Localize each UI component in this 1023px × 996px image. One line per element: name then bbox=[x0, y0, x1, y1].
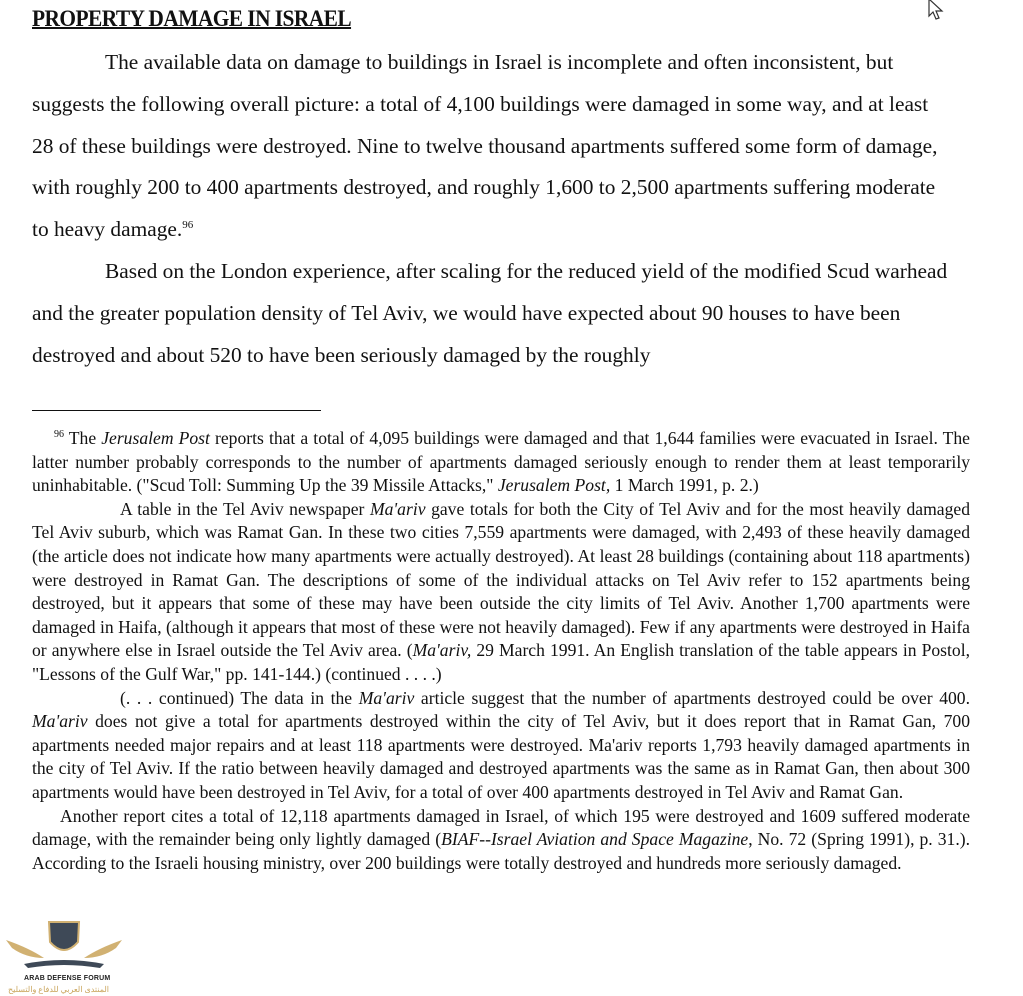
text-run: does not give a total for apartments destroyed within the city of Tel Aviv, but it does report that in Ramat Gan, 700 apartments needed major repairs and at least 118 apartments were destroyed. Ma'ariv reports 1,793 heavily damaged apartments in the city of Tel Aviv. If the ratio between heavily damaged and destroyed apartments was the same as in Ramat Gan, then about 300 apartments would have been destroyed in Tel Aviv, for a total of over 400 apartments destroyed in Tel Aviv and Ramat Gan. bbox=[32, 711, 970, 802]
text-run: 29 March 1991. An English translation of the table appears in Postol, "Lessons of the Gulf War," pp. 141-144.) (continued . . . .) bbox=[32, 640, 970, 684]
paragraph bbox=[32, 42, 954, 251]
paragraph bbox=[32, 805, 970, 876]
text-run: The available data on damage to buildings in Israel is incomplete and often inconsistent, but suggests the following overall picture: a total of 4,100 buildings were damaged in some way, and at least 28 of these buildings were destroyed. Nine to twelve thousand apartments suffered some form of damage, with roughly 200 to 400 apartments destroyed, and roughly 1,600 to 2,500 apartments suffering moderate to heavy damage. bbox=[32, 50, 938, 242]
watermark-name-en: ARAB DEFENSE FORUM bbox=[24, 975, 111, 982]
paragraph bbox=[32, 498, 970, 687]
footnote-ref: 96 bbox=[182, 219, 194, 232]
text-run: gave totals for both the City of Tel Aviv and for the most heavily damaged Tel Aviv suburb, which was Ramat Gan. In these two cities 7,559 apartments were damaged, with 2,493 of these heavily damaged (the article does not indicate how many apartments were actually destroyed). At least 28 buildings (containing about 118 apartments) were destroyed in Ramat Gan. The descriptions of some of the individual attacks on Tel Aviv refer to 152 apartments being destroyed, but it appears that some of these may have been outside the city limits of Tel Aviv. Another 1,700 apartments were damaged in Haifa, (although it appears that most of these were not heavily damaged). Few if any apartments were destroyed in Haifa or anywhere else in Israel outside the Tel Aviv area. ( bbox=[32, 498, 971, 661]
text-run: A table in the Tel Aviv newspaper bbox=[120, 498, 370, 519]
paragraph bbox=[32, 427, 970, 498]
footnote-separator bbox=[32, 410, 321, 411]
text-run: reports that a total of 4,095 buildings were damaged and that 1,644 families were evacuated in Israel. The latter number probably corresponds to the number of apartments damaged seriously enough to render them at least temporarily uninhabitable. ("Scud Toll: Summing Up the 39 Missile Attacks," bbox=[32, 428, 970, 496]
paragraph bbox=[32, 687, 970, 805]
footnote-ref: 96 bbox=[54, 429, 64, 440]
text-run: (. . . continued) The data in the bbox=[120, 687, 359, 708]
mouse-pointer-icon bbox=[927, 0, 947, 22]
text-run: Based on the London experience, after scaling for the reduced yield of the modified Scud warhead and the greater population density of Tel Aviv, we would have expected about 90 houses to have been destroyed and about 520 to have been seriously damaged by the roughly bbox=[32, 258, 948, 367]
text-run: Jerusalem Post, bbox=[497, 475, 611, 496]
text-run: Ma'ariv bbox=[32, 711, 88, 732]
text-run: BIAF--Israel Aviation and Space Magazine bbox=[441, 829, 749, 850]
text-run: , No. 72 (Spring 1991), p. 31.). According to the Israeli housing ministry, over 200 buildings were totally destroyed and hundreds more seriously damaged. bbox=[32, 829, 970, 873]
paragraph bbox=[32, 251, 954, 376]
text-run: The bbox=[64, 428, 102, 448]
watermark-logo bbox=[4, 918, 124, 996]
text-run: Ma'ariv, bbox=[412, 640, 472, 661]
text-run: 1 March 1991, p. 2.) bbox=[610, 475, 759, 496]
text-run: Another report cites a total of 12,118 apartments damaged in Israel, of which 195 were destroyed and 1609 suffered moderate damage, with the remainder being only lightly damaged ( bbox=[32, 805, 970, 850]
watermark-name-ar: المنتدى العربي للدفاع والتسليح bbox=[8, 985, 110, 994]
section-heading: PROPERTY DAMAGE IN ISRAEL bbox=[32, 6, 352, 31]
text-run: Ma'ariv bbox=[369, 498, 426, 519]
text-run: Ma'ariv bbox=[358, 687, 415, 708]
main-text bbox=[32, 42, 954, 376]
text-run: article suggest that the number of apartments destroyed could be over 400. bbox=[414, 687, 971, 708]
shield-wings-icon bbox=[4, 918, 124, 978]
text-run: Jerusalem Post bbox=[101, 428, 210, 448]
footnotes bbox=[32, 427, 970, 875]
